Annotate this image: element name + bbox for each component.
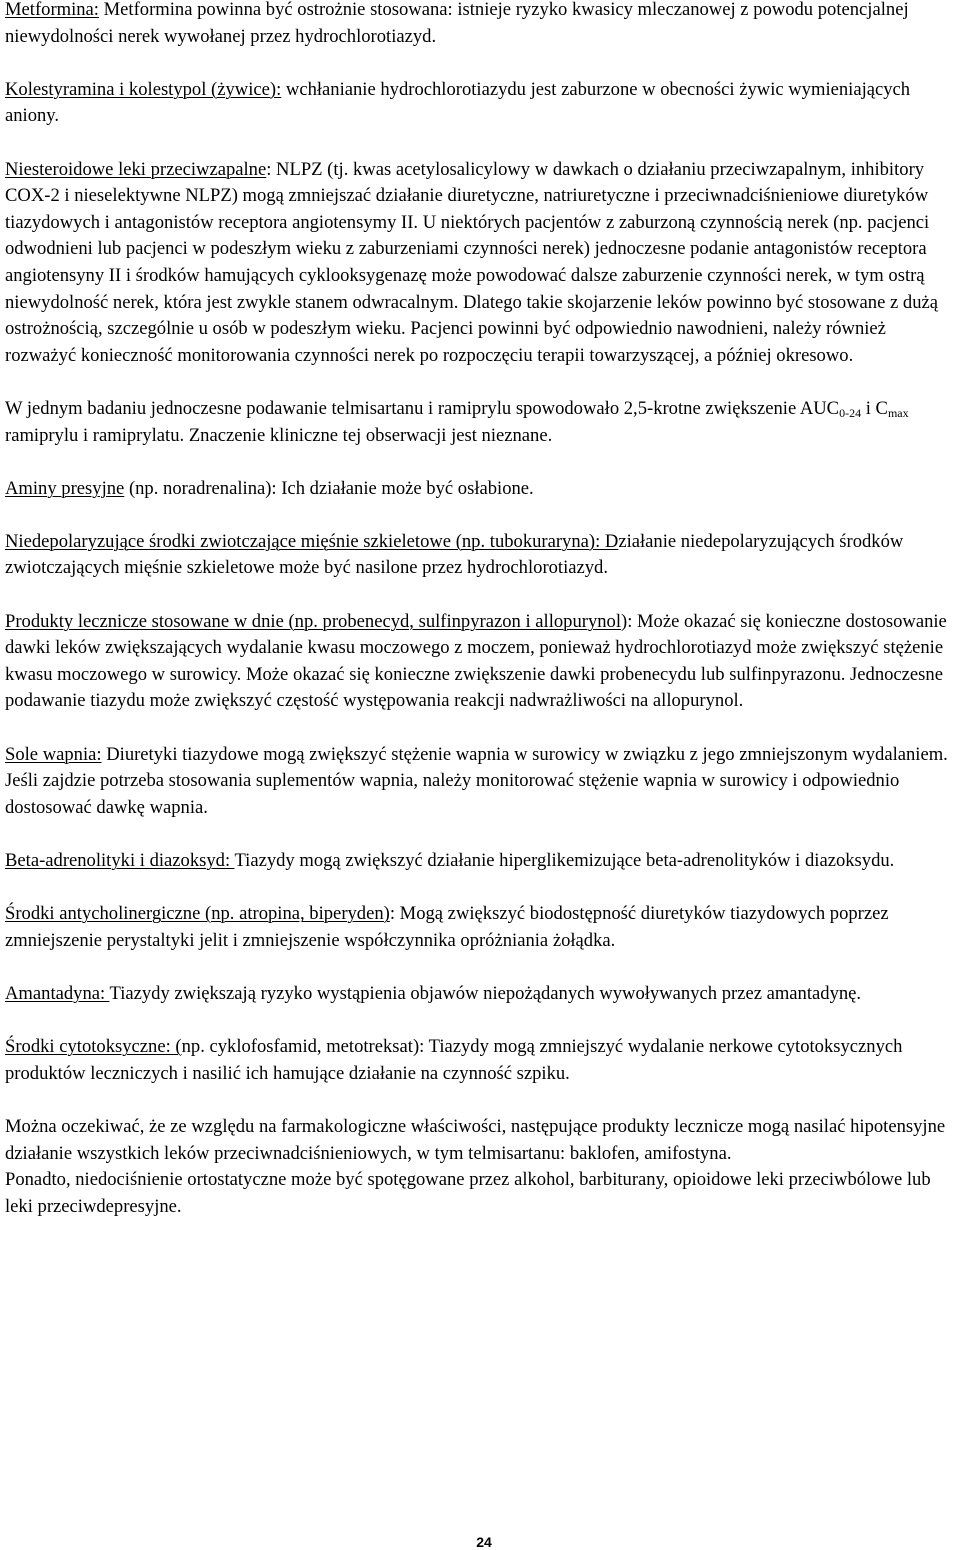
- heading-kolestyramina: Kolestyramina i kolestypol (żywice):: [5, 78, 282, 100]
- heading-aminy: Aminy presyjne: [5, 477, 125, 499]
- heading-amantadyna: Amantadyna:: [5, 982, 110, 1004]
- paragraph-niedepolaryzujace: [5, 529, 958, 582]
- paragraph-nlpz: [5, 157, 958, 370]
- heading-niedepolaryzujace: Niedepolaryzujące środki zwiotczające mięśnie szkieletowe (np. tubokuraryna): D: [5, 530, 619, 552]
- text-dna: ): Może okazać się konieczne dostosowanie dawki leków zwiększających wydalanie kwasu moczowego z moczem, ponieważ hydrochlorotiazyd może zwiększyć stężenie kwasu moczowego w surowicy. Może okazać się konieczne zwiększenie dawki probenecydu lub sulfinpyrazonu. Jednoczesne podawanie tiazydu może zwiększyć częstość występowania reakcji nadwrażliwości na allopurynol.: [5, 610, 947, 712]
- heading-sole-wapnia: Sole wapnia:: [5, 743, 102, 765]
- text-kolestyramina: wchłanianie hydrochlorotiazydu jest zaburzone w obecności żywic wymieniających aniony.: [5, 78, 911, 127]
- text-metformina: Metformina powinna być ostrożnie stosowana: istnieje ryzyko kwasicy mleczanowej z powodu potencjalnej niewydolności nerek wywołanej przez hydrochlorotiazyd.: [5, 0, 909, 47]
- text-aminy: (np. noradrenalina): Ich działanie może być osłabione.: [124, 477, 534, 499]
- text-beta-adrenolityki: Tiazydy mogą zwiększyć działanie hiperglikemizujące beta-adrenolityków i diazoksydu.: [234, 850, 895, 871]
- text-niedepolaryzujace: ziałanie niedepolaryzujących środków zwiotczających mięśnie szkieletowe może być nasilone przez hydrochlorotiazyd.: [5, 530, 904, 579]
- paragraph-dna: [5, 609, 958, 715]
- paragraph-antycholinergiczne: [5, 901, 958, 954]
- text-cytotoksyczne: np. cyklofosfamid, metotreksat): Tiazydy mogą zmniejszyć wydalanie nerkowe cytotoksycznych produktów leczniczych i nasilić ich hamujące działanie na czynność szpiku.: [5, 1036, 903, 1084]
- text-sole-wapnia: Diuretyki tiazydowe mogą zwiększyć stężenie wapnia w surowicy w związku z jego zmniejszonym wydalaniem. Jeśli zajdzie potrzeba stosowania suplementów wapnia, należy monitorować stężenie wapnia w surowicy i odpowiednio dostosować dawkę wapnia.: [5, 743, 948, 818]
- paragraph-amantadyna: [5, 981, 958, 1008]
- paragraph-hipotensyjne: Można oczekiwać, że ze względu na farmakologiczne właściwości, następujące produkty lecznicze mogą nasilać hipotensyjne działanie wszystkich leków przeciwnadciśnieniowych, w tym telmisartanu: baklofen, amifostyna.: [5, 1115, 946, 1164]
- paragraph-cytotoksyczne: [5, 1034, 958, 1087]
- heading-dna: Produkty lecznicze stosowane w dnie (np. probenecyd, sulfinpyrazon i allopurynol: [5, 610, 622, 632]
- document-page: [5, 0, 958, 1220]
- paragraph-metformina: [5, 0, 958, 50]
- paragraph-sole-wapnia: [5, 742, 958, 822]
- paragraph-aminy: [5, 476, 958, 503]
- subscript-cmax: max: [887, 405, 909, 420]
- text-antycholinergiczne: : Mogą zwiększyć biodostępność diuretyków tiazydowych poprzez zmniejszenie perystaltyki jelit i zmniejszenie współczynnika opróżniania żołądka.: [5, 903, 889, 951]
- heading-beta-adrenolityki: Beta-adrenolityki i diazoksyd:: [5, 850, 235, 871]
- text-ramipryl-2: i C: [861, 397, 888, 419]
- heading-nlpz: Niesteroidowe leki przeciwzapalne: [5, 158, 267, 180]
- text-ramipryl-3: ramiprylu i ramiprylatu. Znaczenie kliniczne tej obserwacji jest nieznane.: [5, 424, 553, 446]
- paragraph-ramipryl: [5, 396, 958, 449]
- text-amantadyna: Tiazydy zwiększają ryzyko wystąpienia objawów niepożądanych wywoływanych przez amantadynę.: [109, 982, 862, 1004]
- paragraph-beta-adrenolityki: [5, 848, 958, 875]
- text-ramipryl-1: W jednym badaniu jednoczesne podawanie telmisartanu i ramiprylu spowodowało 2,5-krotne zwiększenie AUC: [5, 397, 840, 419]
- text-nlpz: : NLPZ (tj. kwas acetylosalicylowy w dawkach o działaniu przeciwzapalnym, inhibitory COX-2 i nieselektywne NLPZ) mogą zmniejszać działanie diuretyczne, natriuretyczne i przeciwnadciśnieniowe diuretyków tiazydowych i antagonistów receptora angiotensymy II. U niektórych pacjentów z zaburzoną czynnością nerek (np. pacjenci odwodnieni lub pacjenci w podeszłym wieku z zaburzeniami czynności nerek) jednoczesne podanie antagonistów receptora angiotensyny II i środków hamujących cyklooksygenazę może powodować dalsze zaburzenie czynności nerek, w tym ostrą niewydolność nerek, która jest zwykle stanem odwracalnym. Dlatego takie skojarzenie leków powinno być stosowane z dużą ostrożnością, szczególnie u osób w podeszłym wieku. Pacjenci powinni być odpowiednio nawodnieni, należy również rozważyć konieczność monitorowania czynności nerek po rozpoczęciu terapii towarzyszącej, a później okresowo.: [5, 158, 939, 366]
- paragraph-ortostatyczne: Ponadto, niedociśnienie ortostatyczne może być spotęgowane przez alkohol, barbiturany, opioidowe leki przeciwbólowe lub leki przeciwdepresyjne.: [5, 1169, 931, 1217]
- heading-metformina: Metformina:: [5, 0, 99, 20]
- page-number: 24: [476, 1534, 492, 1550]
- heading-cytotoksyczne: Środki cytotoksyczne: (: [5, 1036, 182, 1058]
- paragraph-kolestyramina: [5, 77, 958, 130]
- subscript-auc: 0-24: [839, 405, 862, 420]
- heading-antycholinergiczne: Środki antycholinergiczne (np. atropina, biperyden): [5, 903, 390, 925]
